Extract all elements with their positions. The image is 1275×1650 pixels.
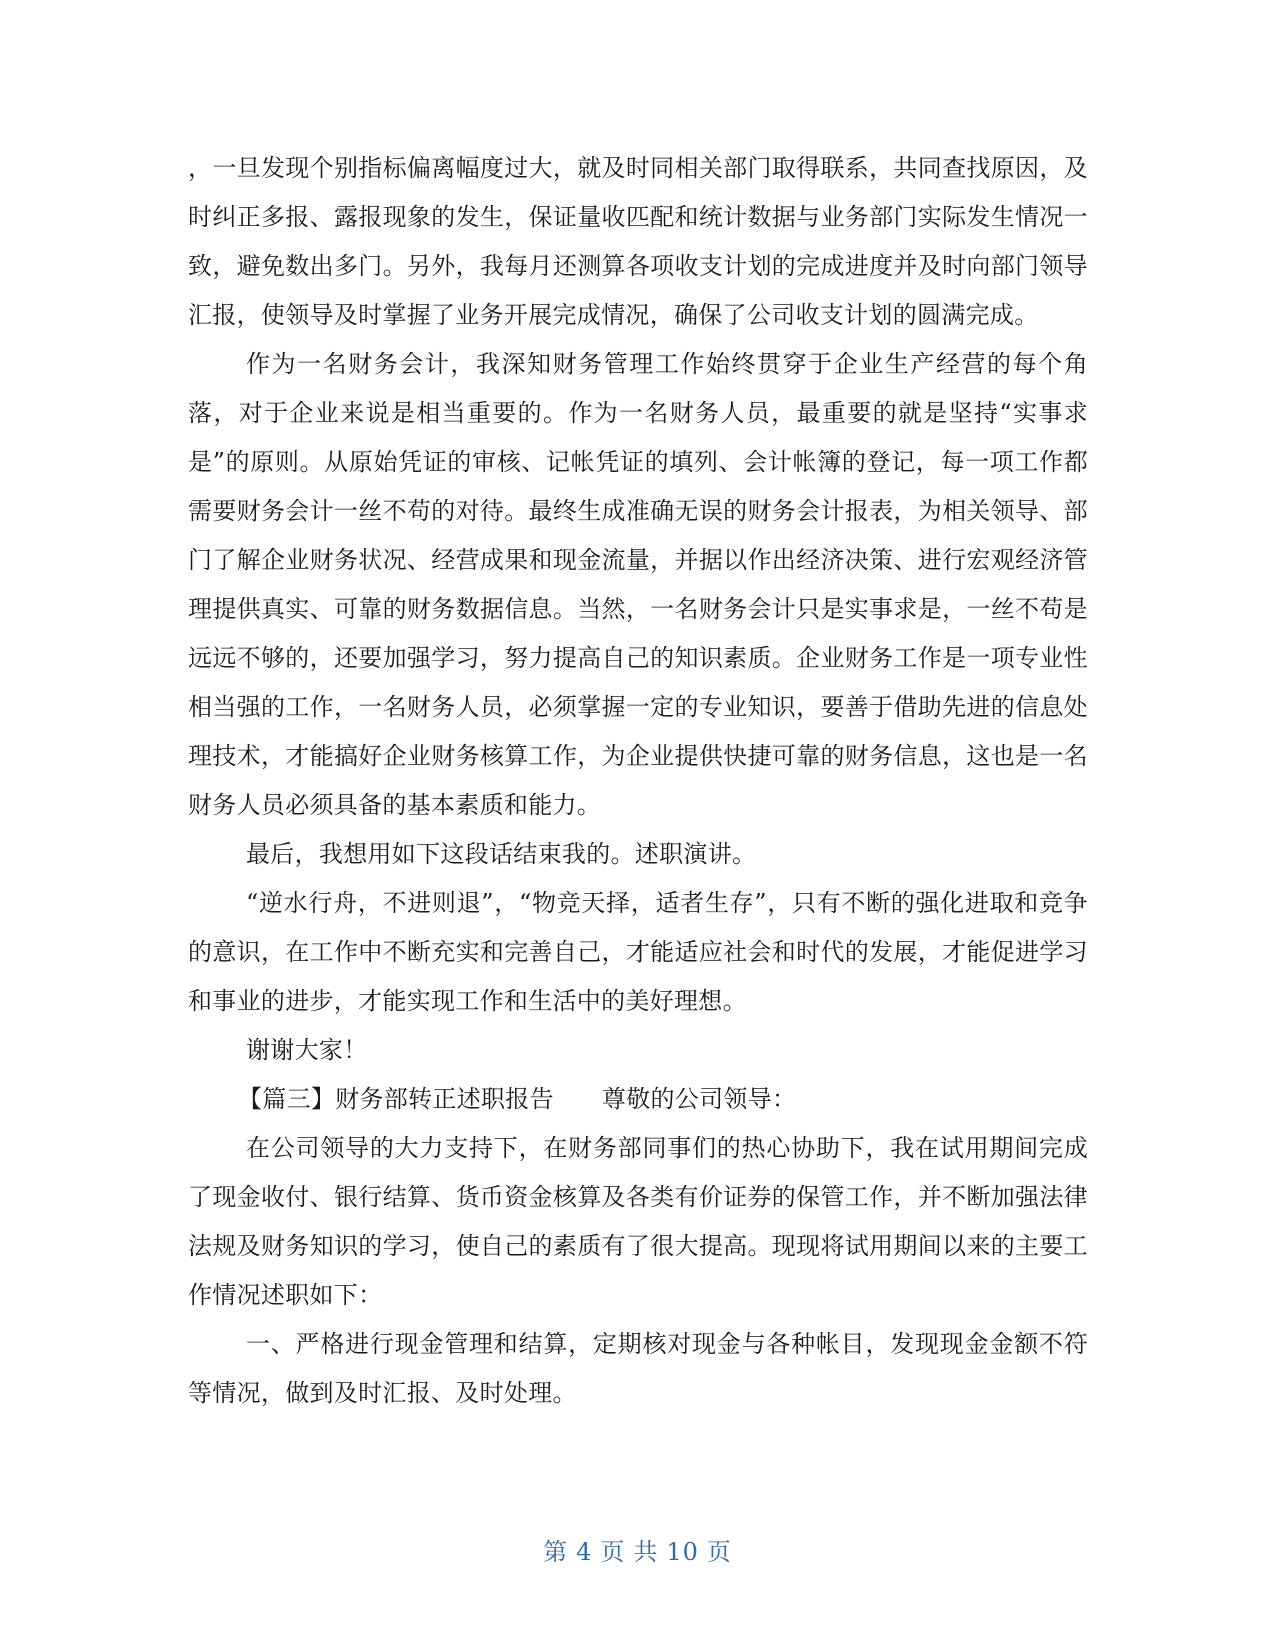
- footer-label-ye2: 页: [706, 1538, 732, 1566]
- paragraph-thanks: 谢谢大家！: [246, 1036, 368, 1064]
- paragraph-closing-intro: 最后，我想用如下这段话结束我的。述职演讲。: [246, 840, 757, 868]
- section-salutation: 尊敬的公司领导：: [601, 1085, 797, 1113]
- footer-label-total: 共: [633, 1538, 659, 1566]
- paragraph-probation-intro: 在公司领导的大力支持下，在财务部同事们的热心协助下，我在试用期间完成了现金收付、银行结算、货币资金核算及各类有价证券的保管工作，并不断加强法律法规及财务知识的学习，使自己的素质有了很大提高。现现将试用期间以来的主要工作情况述职如下：: [188, 1134, 1088, 1309]
- paragraph-item-one: 一、严格进行现金管理和结算，定期核对现金与各种帐目，发现现金金额不符等情况，做到及时汇报、及时处理。: [188, 1330, 1088, 1407]
- document-body: [188, 144, 1088, 1418]
- footer-total-pages: 10: [666, 1538, 699, 1566]
- paragraph-quote: “逆水行舟，不进则退”，“物竞天择，适者生存”，只有不断的强化进取和竞争的意识，在工作中不断充实和完善自己，才能适应社会和时代的发展，才能促进学习和事业的进步，才能实现工作和生活中的美好理想。: [188, 889, 1088, 1015]
- footer-label-page: 第: [543, 1538, 569, 1566]
- paragraph-continuation: ，一旦发现个别指标偏离幅度过大，就及时同相关部门取得联系，共同查找原因，及时纠正多报、露报现象的发生，保证量收匹配和统计数据与业务部门实际发生情况一致，避免数出多门。另外，我每月还测算各项收支计划的完成进度并及时向部门领导汇报，使领导及时掌握了业务开展完成情况，确保了公司收支计划的圆满完成。: [188, 154, 1088, 329]
- section-heading: [188, 1075, 1088, 1124]
- section-title: 【篇三】财务部转正述职报告: [238, 1085, 554, 1113]
- paragraph-finance-accountant: 作为一名财务会计，我深知财务管理工作始终贯穿于企业生产经营的每个角落，对于企业来说是相当重要的。作为一名财务人员，最重要的就是坚持“实事求是”的原则。从原始凭证的审核、记帐凭证的填列、会计帐簿的登记，每一项工作都需要财务会计一丝不苟的对待。最终生成准确无误的财务会计报表，为相关领导、部门了解企业财务状况、经营成果和现金流量，并据以作出经济决策、进行宏观经济管理提供真实、可靠的财务数据信息。当然，一名财务会计只是实事求是，一丝不苟是远远不够的，还要加强学习，努力提高自己的知识素质。企业财务工作是一项专业性相当强的工作，一名财务人员，必须掌握一定的专业知识，要善于借助先进的信息处理技术，才能搞好企业财务核算工作，为企业提供快捷可靠的财务信息，这也是一名财务人员必须具备的基本素质和能力。: [188, 350, 1088, 819]
- page-footer: [0, 1532, 1275, 1567]
- footer-label-ye: 页: [600, 1538, 626, 1566]
- footer-current-page: 4: [576, 1538, 593, 1566]
